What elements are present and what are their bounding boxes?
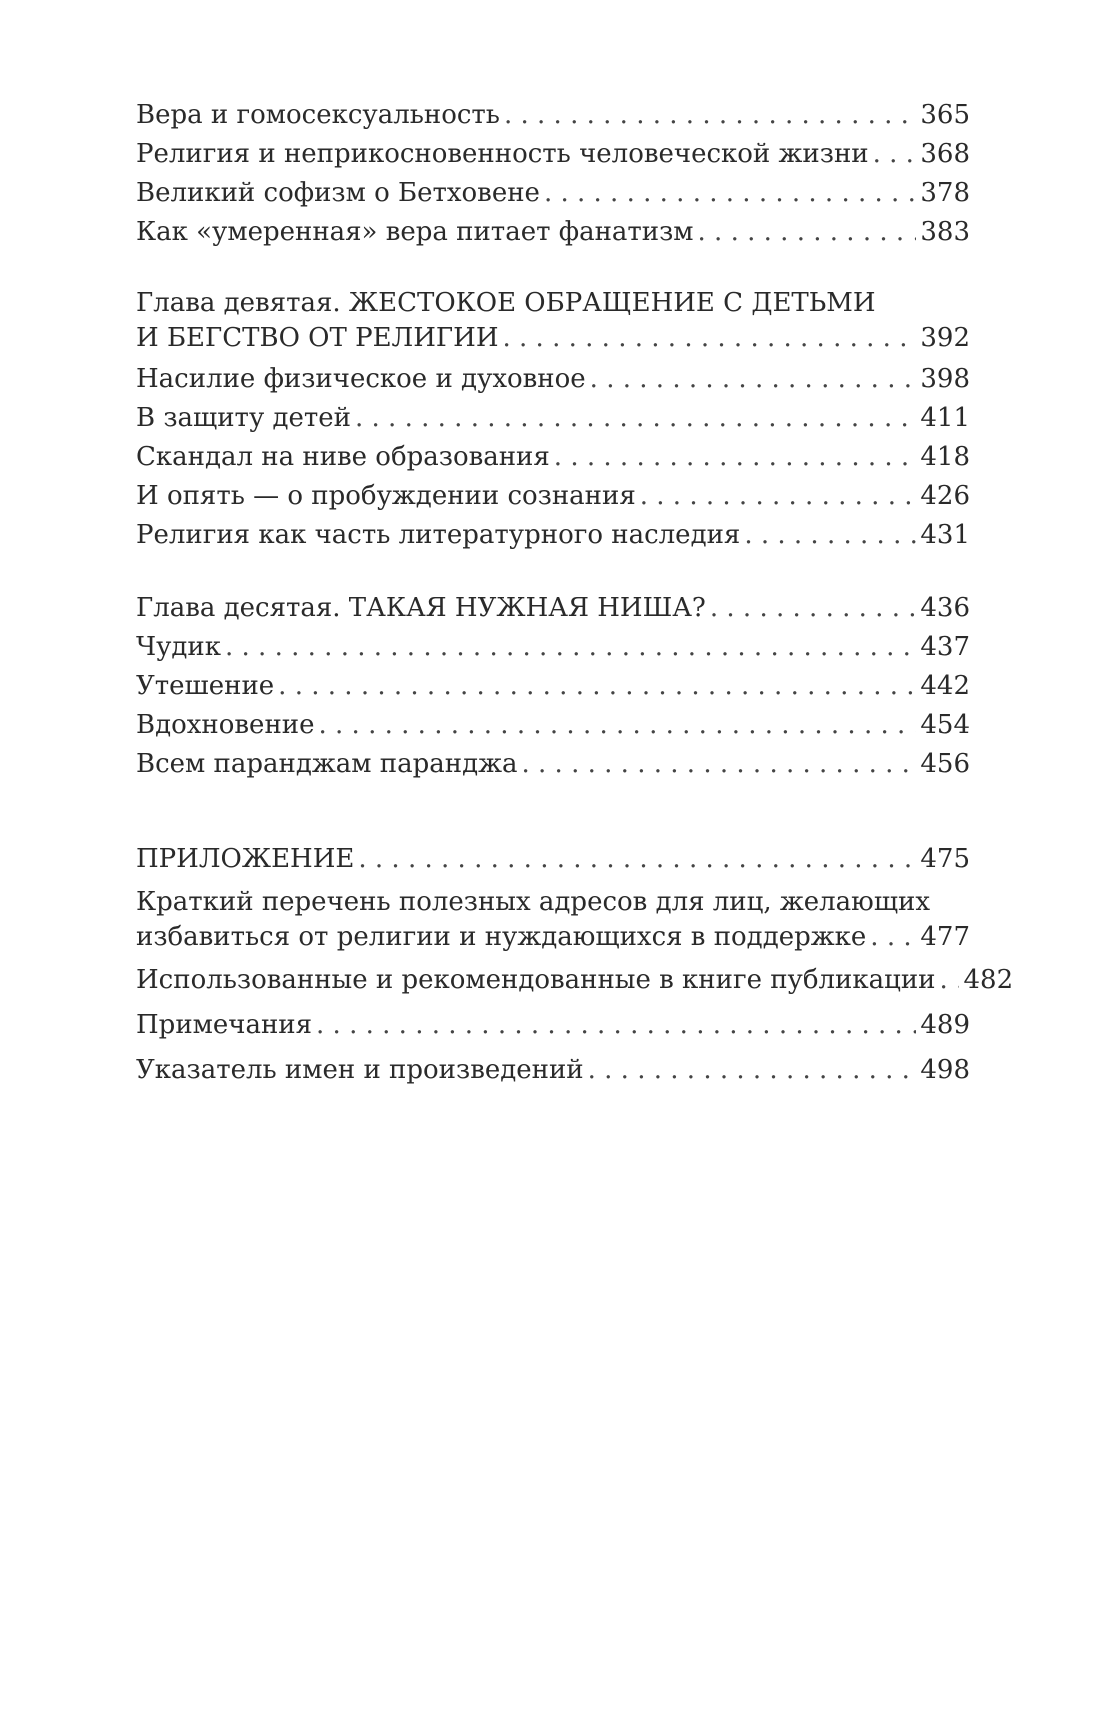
toc-chapter-title-line1: Глава девятая. ЖЕСТОКОЕ ОБРАЩЕНИЕ С ДЕТЬМИ [136, 288, 876, 318]
toc-entry-page: 482 [963, 965, 1014, 995]
toc-entry-title: Религия и неприкосновенность человеческой жизни [136, 139, 869, 169]
toc-section-chapter-nine [136, 286, 970, 555]
toc-entry-page: 365 [920, 100, 970, 130]
dot-leader [698, 213, 917, 252]
toc-entry-page: 368 [920, 139, 970, 169]
toc-entry-page: 431 [920, 520, 970, 550]
toc-entry-page: 498 [920, 1055, 970, 1085]
toc-entry-title: Всем паранджам паранджа [136, 749, 518, 779]
toc-entry [136, 96, 970, 135]
toc-entry [136, 1006, 970, 1045]
toc-entry [136, 213, 970, 252]
toc-entry [136, 706, 970, 745]
toc-entry-page: 456 [920, 749, 970, 779]
dot-leader [316, 1006, 916, 1045]
dot-leader [744, 516, 916, 555]
dot-leader [544, 174, 916, 213]
dot-leader [225, 628, 916, 667]
toc-appendix-heading [136, 840, 970, 879]
toc-entry-title-line2: избавиться от религии и нуждающихся в поддержке [136, 922, 867, 952]
toc-entry [136, 438, 970, 477]
dot-leader [710, 589, 916, 628]
toc-entry-page: 454 [920, 710, 970, 740]
toc-chapter-page: 436 [920, 593, 970, 623]
toc-entry [136, 667, 970, 706]
toc-entry-title: Примечания [136, 1010, 313, 1040]
toc-entry [136, 961, 1014, 1000]
dot-leader [522, 745, 917, 784]
dot-leader [588, 1051, 917, 1090]
toc-entry-title: Вера и гомосексуальность [136, 100, 500, 130]
toc-chapter-page: 392 [920, 323, 970, 353]
toc-entry-page: 411 [920, 403, 970, 433]
dot-leader [504, 96, 916, 135]
toc-entry-page: 418 [920, 442, 970, 472]
toc-entry [136, 360, 970, 399]
toc-chapter-title: Глава десятая. ТАКАЯ НУЖНАЯ НИША? [136, 593, 706, 623]
toc-entry-title: Насилие физическое и духовное [136, 364, 586, 394]
dot-leader [590, 360, 917, 399]
dot-leader [358, 840, 916, 879]
toc-appendix-page: 475 [920, 844, 970, 874]
toc-entry-title: Вдохновение [136, 710, 315, 740]
dot-leader [355, 399, 916, 438]
toc-chapter-heading [136, 589, 970, 628]
dot-leader [554, 438, 917, 477]
toc-chapter-heading [136, 286, 970, 356]
toc-chapter-title-line2: И БЕГСТВО ОТ РЕЛИГИИ [136, 323, 499, 353]
toc-entry-title: В защиту детей [136, 403, 351, 433]
toc-entry-page: 426 [920, 481, 970, 511]
toc-entry-page: 477 [920, 922, 970, 952]
toc-entry-page: 383 [920, 217, 970, 247]
toc-entry-addresses [136, 885, 970, 955]
toc-entry-title: Великий софизм о Бетховене [136, 178, 540, 208]
toc-entry-title: Религия как часть литературного наследия [136, 520, 741, 550]
dot-leader [870, 920, 916, 955]
toc-entry [136, 745, 970, 784]
dot-leader [640, 477, 917, 516]
toc-entry-title: Использованные и рекомендованные в книге публикации [136, 965, 936, 995]
dot-leader [939, 961, 959, 1000]
toc-section-chapter-eight-continued [136, 96, 970, 252]
toc-entry-page: 398 [920, 364, 970, 394]
toc-entry-title: Скандал на ниве образования [136, 442, 550, 472]
toc-entry [136, 628, 970, 667]
dot-leader [278, 667, 916, 706]
toc-entry-page: 378 [920, 178, 970, 208]
dot-leader [318, 706, 916, 745]
toc-entry [136, 1051, 970, 1090]
toc-entry [136, 399, 970, 438]
toc-entry-title: Чудик [136, 632, 221, 662]
toc-entry-page: 442 [920, 671, 970, 701]
table-of-contents [136, 96, 1014, 1124]
toc-entry-title: И опять — о пробуждении сознания [136, 481, 636, 511]
dot-leader [873, 135, 917, 174]
dot-leader [503, 321, 917, 356]
toc-section-chapter-ten [136, 589, 970, 784]
toc-entry [136, 477, 970, 516]
toc-entry [136, 516, 970, 555]
toc-entry-title: Указатель имен и произведений [136, 1055, 584, 1085]
toc-entry-page: 437 [920, 632, 970, 662]
toc-entry-title-line1: Краткий перечень полезных адресов для лиц, желающих [136, 887, 930, 917]
toc-entry-title: Как «умеренная» вера питает фанатизм [136, 217, 694, 247]
toc-appendix-title: ПРИЛОЖЕНИЕ [136, 844, 355, 874]
toc-entry-page: 489 [920, 1010, 970, 1040]
toc-entry [136, 135, 970, 174]
toc-section-appendix [136, 840, 1014, 1090]
toc-entry [136, 174, 970, 213]
toc-entry-title: Утешение [136, 671, 275, 701]
